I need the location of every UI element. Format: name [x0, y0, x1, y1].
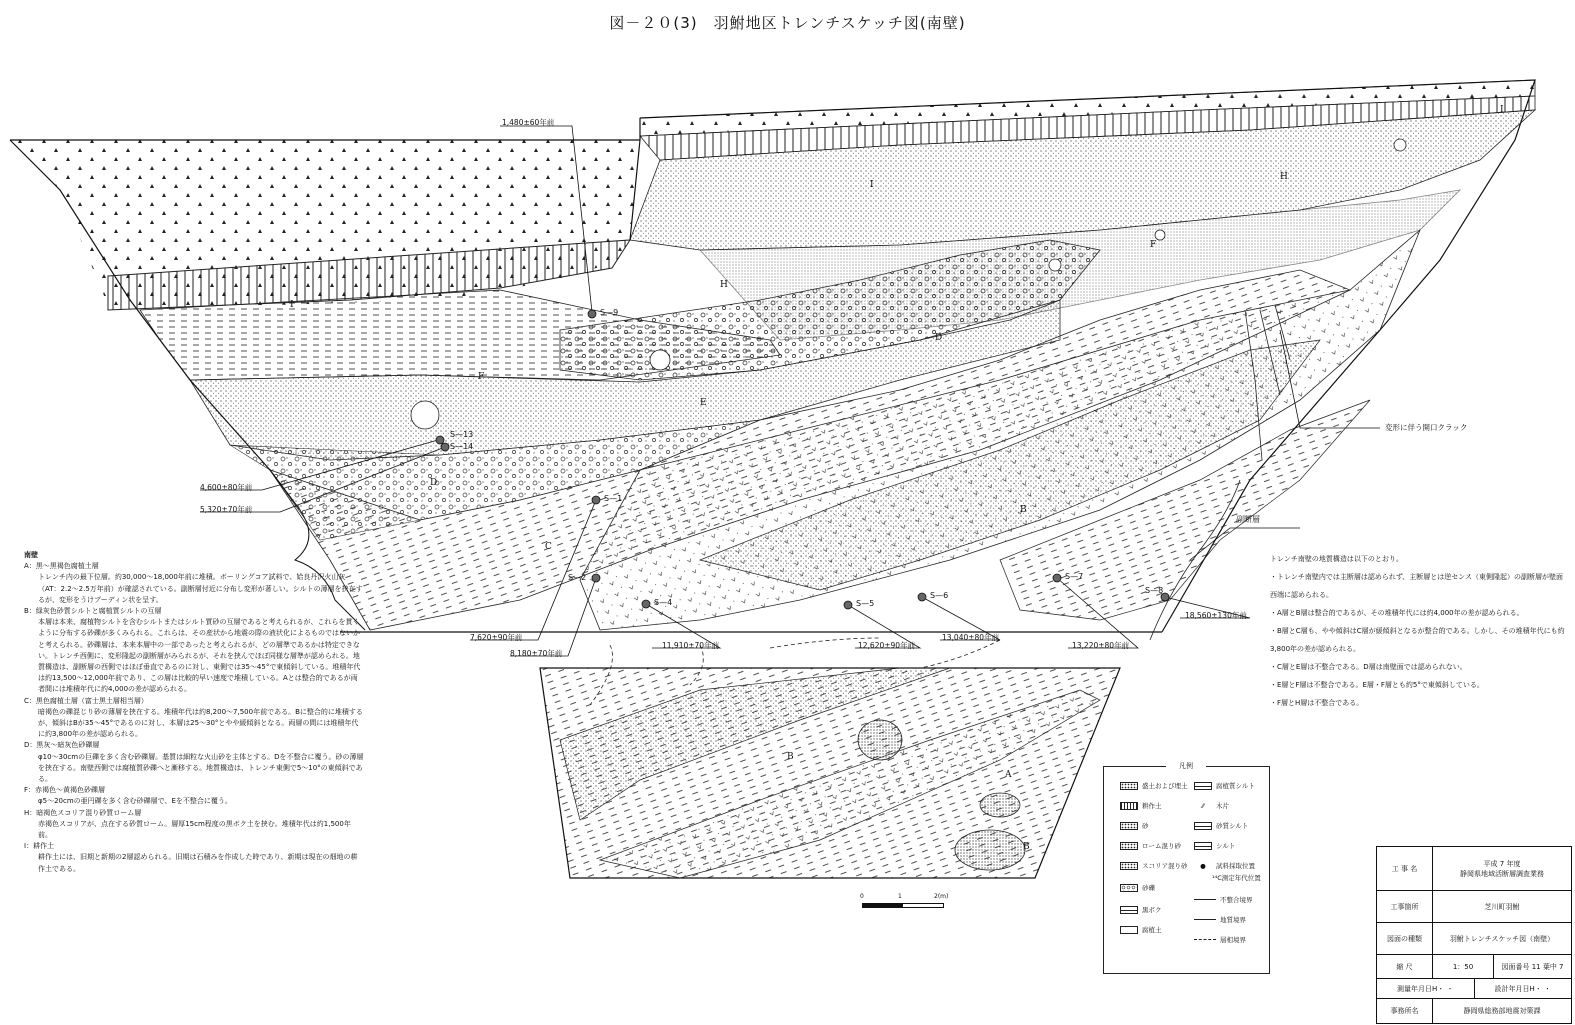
tb-key: 工事箇所: [1377, 891, 1433, 923]
legend: [1103, 762, 1270, 974]
legend-item: 砂質シルト: [1194, 821, 1248, 830]
tb-value: 芝川町羽鮒: [1484, 903, 1520, 911]
legend-item: ⁄⁄ 木片: [1194, 801, 1229, 810]
age-label: 8,180±70年前: [510, 649, 563, 658]
tb-value: 静岡県総務部地震対策課: [1463, 1007, 1541, 1015]
wood-icon: ⁄⁄: [1201, 801, 1205, 810]
sample-label: S—5: [856, 599, 875, 608]
age-label: 5,320±70年前: [200, 505, 253, 514]
sample-label: S—6: [930, 591, 949, 600]
layer-label: I: [290, 300, 294, 310]
desc-d-body: φ10～30cmの巨礫を多く含む砂礫層。基質は細粒な火山砂を主体とする。Dを不整合に覆う。砂の薄層を挟在する。南壁西側では腐植質砂礫へと漸移する。地質構造は、トレンチ東側で5～10°の東傾斜である。: [38, 752, 364, 784]
layer-label: F: [1150, 240, 1157, 250]
desc-b-body: 本層は本来、腐植物シルトを含むシルトまたはシルト質砂の互層であると考えられるが、これらを貫くように分布する砂礫が多くみられる。これらは、その産状から地震の際の液状化によるものではないかと考えられる。砂礫層は、本来本層中の一部であったと考えられるが、どの層準であるかは特定できない。トレンチ西側に、変形隆起の副断層がみられるが、それを挟んでほぼ同様な層準が認められる。地質構造は、副断層の西側ではほぼ垂直であるのに対し、東側では35～45°で東傾斜している。堆積年代は約13,500～12,000年前であり、この層は比較的早い速度で堆積している。Aとは整合的であるが両者間には堆積年代に約4,000の差が認められる。: [38, 618, 361, 694]
desc-i-head: I：耕作土: [24, 842, 55, 851]
tb-key: 縮 尺: [1377, 955, 1433, 979]
legend-item: 不整合境界: [1194, 895, 1253, 904]
desc-h-body: 赤褐色スコリアが、点在する砂質ローム。層厚15cm程度の黒ボク土を挟む。堆積年代は約1,500年前。: [38, 819, 351, 840]
legend-item: 地質境界: [1194, 915, 1246, 924]
desc-b-head: B：緑灰色砂質シルトと腐植質シルトの互層: [24, 607, 162, 616]
desc-a-head: A：黒～黒褐色腐植土層: [24, 562, 99, 571]
legend-title: 凡例: [1166, 761, 1206, 771]
sample-label: S—8: [1145, 586, 1164, 595]
sample-label: S—4: [654, 598, 673, 607]
age-label: 1,480±60年前: [502, 118, 555, 127]
desc-heading: 南壁: [24, 551, 38, 559]
tb-value: 1：50: [1433, 955, 1494, 979]
line-swatch: [1194, 939, 1216, 940]
fill-swatch: [1194, 842, 1212, 850]
tb-key: 図面の種類: [1377, 923, 1433, 955]
age-label: 4,600±80年前: [200, 483, 253, 492]
age-label: 13,040±80年前: [942, 633, 1000, 642]
desc-c-head: C：黒色腐植土層（富士黒土層相当層）: [24, 696, 148, 705]
layer-label: A: [1005, 770, 1012, 780]
sample-label: S—1: [604, 494, 623, 503]
title-block: [1376, 846, 1572, 1024]
tb-value: 測量年月日H・ ・: [1377, 979, 1475, 999]
legend-item: 砂礫: [1120, 883, 1155, 892]
legend-item: 砂: [1120, 821, 1149, 830]
legend-item: 黒ボク: [1120, 905, 1162, 914]
fill-swatch: [1120, 822, 1138, 830]
summary-item: ・F層とH層は不整合である。: [1270, 699, 1364, 707]
line-swatch: [1194, 919, 1216, 920]
sample-point-icon: ●: [1200, 861, 1206, 870]
fill-swatch: [1120, 782, 1138, 790]
legend-item: ローム混り砂: [1120, 841, 1181, 850]
desc-d-head: D：黒灰～暗灰色砂礫層: [24, 741, 100, 750]
summary-item: ・C層とE層は不整合である。D層は南壁面では認められない。: [1270, 663, 1467, 671]
legend-item: 層相境界: [1194, 935, 1246, 944]
layer-label: D: [430, 478, 438, 488]
fill-swatch: [1120, 862, 1138, 870]
layer-label: B: [787, 752, 794, 762]
summary-item: ・A層とB層は整合的であるが、その堆積年代には約4,000年の差が認められる。: [1270, 609, 1524, 617]
structure-summary: [1270, 550, 1565, 712]
age-label: 7,620±90年前: [470, 633, 523, 642]
sample-label: S—13: [450, 430, 474, 439]
layer-label: B: [1023, 842, 1030, 852]
summary-item: ・B層とC層も、やや傾斜はC層が緩傾斜となるが整合的である。しかし、その堆積年代にも約3,800年の差が認められる。: [1270, 627, 1565, 653]
fault-annotation: 副断層: [1236, 515, 1260, 524]
sample-label: S—2: [568, 573, 587, 582]
layer-label: C: [545, 542, 552, 552]
line-swatch: [1194, 899, 1216, 900]
summary-heading: トレンチ南壁の地質構造は以下のとおり。: [1270, 555, 1403, 563]
desc-f-body: φ5～20cmの亜円礫を多く含む砂礫層で、Eを不整合に覆う。: [38, 797, 232, 806]
legend-item: ● 試料採取位置: [1194, 861, 1255, 870]
desc-c-body: 暗褐色の礫混じり砂の薄層を挟在する。堆積年代は約8,200～7,500年前である。Bに整合的に堆積するが、傾斜はBが35～45°であるのに対し、本層は25～30°とやや緩傾斜となる。両層の間には堆積年代に約3,800年の差が認められる。: [38, 707, 363, 739]
legend-item: 盛土および埋土: [1120, 781, 1188, 790]
tb-key: 工 事 名: [1377, 847, 1433, 891]
age-label: 11,910±70年前: [662, 641, 720, 650]
scale-bar: 0 1 2(m): [860, 893, 950, 911]
fill-swatch: [1120, 906, 1138, 914]
legend-item: 腐植土: [1120, 925, 1162, 934]
layer-label: H: [1280, 172, 1288, 182]
fill-swatch: [1120, 842, 1138, 850]
fill-swatch: [1194, 782, 1212, 790]
summary-item: ・E層とF層は不整合である。E層・F層とも約5°で東傾斜している。: [1270, 681, 1484, 689]
fill-swatch: [1120, 802, 1138, 810]
crack-annotation: 変形に伴う開口クラック: [1385, 423, 1468, 432]
layer-label: E: [700, 398, 707, 408]
legend-item: ¹⁴C測定年代位置: [1212, 874, 1261, 882]
desc-i-body: 耕作土には、旧期と新期の2層認められる。旧期は石積みを作成した時であり、新期は現在の畑地の耕作土である。: [38, 853, 358, 873]
tb-value: 設計年月日H・ ・: [1494, 985, 1551, 993]
floor-block: [540, 638, 1120, 878]
sample-label: S—7: [1065, 572, 1084, 581]
tb-key: 事務所名: [1377, 999, 1433, 1023]
tb-value: 平成 7 年度: [1483, 860, 1521, 868]
layer-description: [24, 550, 364, 875]
legend-item: スコリア混り砂: [1120, 861, 1188, 870]
desc-a-body: トレンチ内の最下位層。約30,000～18,000年前に堆積。ボーリングコア試料で、姶良丹沢火山灰（AT：2.2～2.5万年前）が確認されている。副断層付近に分布し変形が著しい。シルトの薄層を挟在するが、変形をうけブーディン状を呈す。: [38, 573, 363, 604]
desc-f-head: F：赤褐色～黄褐色砂礫層: [24, 786, 106, 795]
layer-label: F: [478, 372, 485, 382]
fill-swatch: [1120, 926, 1138, 934]
legend-item: 耕作土: [1120, 801, 1162, 810]
layer-label: D: [935, 333, 943, 343]
fill-swatch: [1194, 822, 1212, 830]
tb-value: 羽鮒トレンチスケッチ図（南壁）: [1449, 935, 1555, 943]
sample-label: S—9: [600, 308, 619, 317]
legend-item: シルト: [1194, 841, 1235, 850]
age-label: 18,560±130年前: [1185, 611, 1247, 620]
tb-value: 静岡県地域活断層調査業務: [1460, 870, 1544, 878]
layer-label: I: [870, 180, 874, 190]
layer-label: I: [1500, 105, 1504, 115]
page-title: 図－２０(3) 羽鮒地区トレンチスケッチ図(南壁): [609, 14, 966, 32]
legend-item: 腐植質シルト: [1194, 781, 1255, 790]
desc-h-head: H：暗褐色スコリア混り砂質ローム層: [24, 808, 142, 817]
tb-value: 図面番号 11 葉中 7: [1501, 963, 1564, 971]
age-label: 13,220±80年前: [1072, 641, 1130, 650]
fill-swatch: [1120, 884, 1138, 892]
summary-item: ・トレンチ南壁内では主断層は認められず、主断層とは逆センス（東側隆起）の副断層が壁面西端に認められる。: [1270, 573, 1564, 599]
sample-label: S—14: [450, 442, 474, 451]
layer-label: B: [1020, 505, 1027, 515]
age-label: 12,620±90年前: [858, 641, 916, 650]
layer-label: H: [720, 280, 728, 290]
